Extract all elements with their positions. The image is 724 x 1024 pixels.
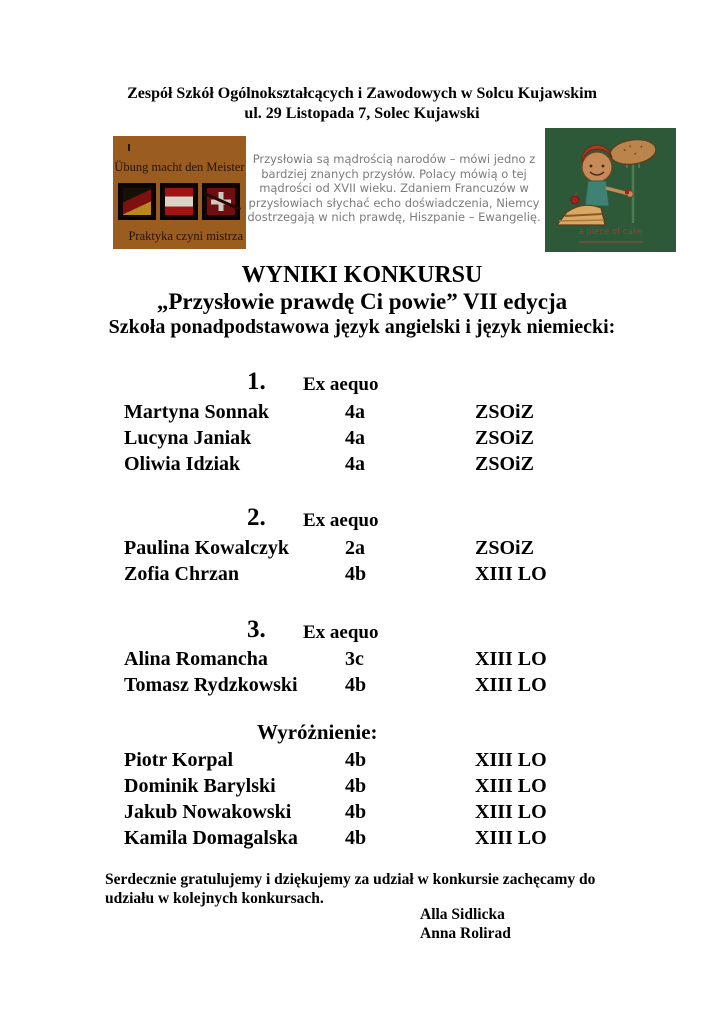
austria-flag-icon xyxy=(160,183,198,220)
proverb-quote-text: Przysłowia są mądrością narodów – mówi jedno z bardziej znanych przysłów. Polacy mówią o tej mądrości od XVII wieku. Zdaniem Francuzów w przysłowiach słychać echo doświadczenia, Niemcy dostrzegają w nich prawdę, Hiszpanie – Ewangelię. xyxy=(247,152,541,225)
winner-name: Dominik Barylski xyxy=(124,775,276,797)
winner-name: Piotr Korpal xyxy=(124,749,234,771)
signature-name: Anna Rolirad xyxy=(420,925,511,942)
ex-aequo-label: Ex aequo xyxy=(303,510,379,531)
winner-name: Martyna Sonnak xyxy=(124,401,270,423)
result-row xyxy=(0,537,724,563)
winner-school: XIII LO xyxy=(475,563,547,585)
winner-class: 4b xyxy=(345,801,367,823)
winner-class: 4b xyxy=(345,749,367,771)
winner-class: 4b xyxy=(345,674,367,696)
winner-class: 4b xyxy=(345,827,367,849)
result-row xyxy=(0,749,724,775)
german-proverb-title: Übung macht den Meister xyxy=(114,160,245,174)
result-row xyxy=(0,563,724,589)
winner-school: XIII LO xyxy=(475,827,547,849)
result-row xyxy=(0,674,724,700)
ex-aequo-label: Ex aequo xyxy=(303,622,379,643)
winner-school: ZSOiZ xyxy=(475,427,534,449)
winner-name: Paulina Kowalczyk xyxy=(124,537,290,559)
section-3-header xyxy=(0,616,724,648)
school-address: ul. 29 Listopada 7, Solec Kujawski xyxy=(244,105,480,122)
results-title: WYNIKI KONKURSU xyxy=(241,262,483,288)
signature-name: Alla Sidlicka xyxy=(420,906,505,923)
signatures xyxy=(420,905,511,943)
result-row xyxy=(0,801,724,827)
cake-subcaption-line xyxy=(579,241,643,243)
winner-name: Tomasz Rydzkowski xyxy=(124,674,298,696)
flags-row xyxy=(118,183,241,220)
winner-school: ZSOiZ xyxy=(475,537,534,559)
honorable-mention-header: Wyróżnienie: xyxy=(257,720,378,744)
congratulations-message: Serdecznie gratulujemy i dziękujemy za udział w konkursie zachęcamy do udziału w kolejnych konkursach. xyxy=(105,871,596,907)
winner-class: 4b xyxy=(345,775,367,797)
winner-school: ZSOiZ xyxy=(475,453,534,475)
germany-flag-icon xyxy=(118,183,156,220)
result-row xyxy=(0,775,724,801)
winner-school: ZSOiZ xyxy=(475,401,534,423)
winner-name: Jakub Nowakowski xyxy=(124,801,292,823)
winner-school: XIII LO xyxy=(475,648,547,670)
switzerland-flag-icon xyxy=(202,183,240,220)
winner-class: 3c xyxy=(345,648,364,670)
winner-class: 4a xyxy=(345,427,365,449)
winner-name: Zofia Chrzan xyxy=(124,563,239,585)
school-name: Zespół Szkół Ogólnokształcących i Zawodowych w Solcu Kujawskim xyxy=(127,85,597,102)
winner-school: XIII LO xyxy=(475,775,547,797)
section-2-header xyxy=(0,504,724,536)
school-header xyxy=(0,84,724,124)
piece-of-cake-image xyxy=(545,128,676,252)
result-row xyxy=(0,827,724,853)
cake-caption: a piece of cake xyxy=(578,227,643,237)
result-row xyxy=(0,648,724,674)
winner-school: XIII LO xyxy=(475,749,547,771)
section-1-header xyxy=(0,368,724,400)
winner-school: XIII LO xyxy=(475,674,547,696)
result-row xyxy=(0,427,724,453)
winner-name: Kamila Domagalska xyxy=(124,827,298,849)
polish-proverb-caption: Praktyka czyni mistrza xyxy=(128,229,243,243)
winner-school: XIII LO xyxy=(475,801,547,823)
rank-number: 1. xyxy=(247,368,266,395)
result-row xyxy=(0,453,724,479)
category-subtitle: Szkoła ponadpodstawowa język angielski i język niemiecki: xyxy=(108,316,616,338)
winner-name: Alina Romancha xyxy=(124,648,268,670)
contest-name: „Przysłowie prawdę Ci powie” VII edycja xyxy=(156,289,568,314)
corner-mark xyxy=(128,144,130,151)
winner-class: 2a xyxy=(345,537,365,559)
winner-class: 4a xyxy=(345,401,365,423)
winner-name: Oliwia Idziak xyxy=(124,453,241,475)
result-row xyxy=(0,401,724,427)
winner-name: Lucyna Janiak xyxy=(124,427,252,449)
ex-aequo-label: Ex aequo xyxy=(303,374,379,395)
winner-class: 4b xyxy=(345,563,367,585)
rank-number: 2. xyxy=(247,504,266,531)
winner-class: 4a xyxy=(345,453,365,475)
rank-number: 3. xyxy=(247,616,266,643)
german-proverb-image xyxy=(113,136,246,249)
